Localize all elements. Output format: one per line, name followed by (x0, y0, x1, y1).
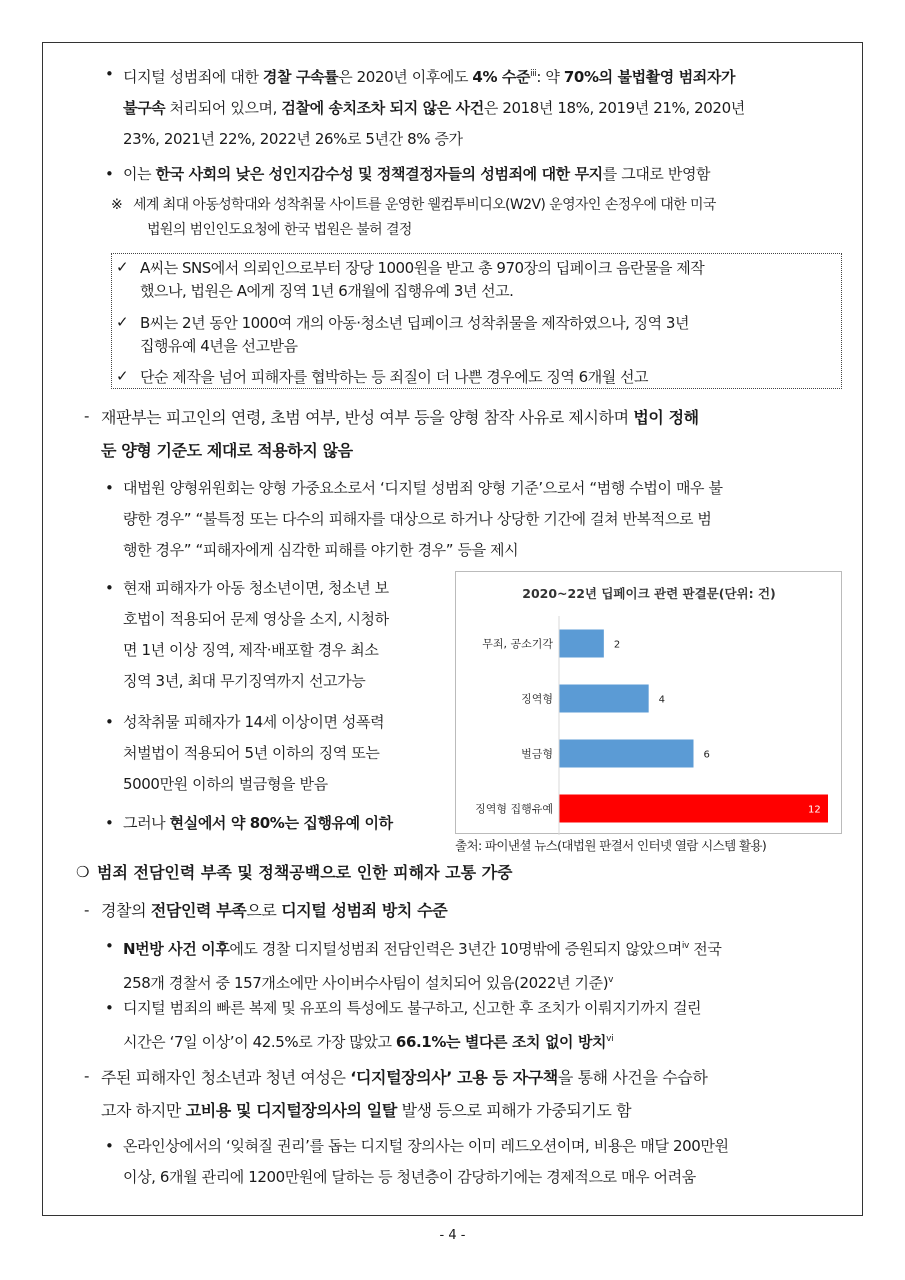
note-mark: ※ (111, 197, 123, 213)
category-label-1: 징역형 (521, 692, 553, 706)
bar-0 (559, 630, 604, 658)
paragraph-probation: 그러나 현실에서 약 80%는 집행유예 이하 (123, 814, 393, 832)
dash-mark: - (84, 407, 90, 425)
category-label-0: 무죄, 공소기각 (482, 637, 553, 651)
case-a: A씨는 SNS에서 의뢰인으로부터 장당 1000원을 받고 총 970장의 딥페이크 음란물을 제작 했으나, 법원은 A에게 징역 1년 6개월에 집행유예 3년 선고. (140, 259, 705, 300)
paragraph-response-time: 디지털 범죄의 빠른 복제 및 유포의 특성에도 불구하고, 신고한 후 조치가 이뤄지기까지 걸린 시간은 ‘7일 이상’이 42.5%로 가장 많았고 66.1%는 별다른 조치 없이 방치$^{vi}$ (123, 999, 702, 1051)
case-c: 단순 제작을 넘어 피해자를 협박하는 등 죄질이 더 나쁜 경우에도 징역 6개월 선고 (140, 368, 648, 386)
value-label-0: 2 (613, 639, 621, 651)
check-icon: ✓ (116, 367, 129, 385)
page-number: - 4 - (439, 1228, 466, 1243)
value-label-2: 6 (703, 749, 710, 761)
value-label-3: 12 (808, 804, 821, 816)
bullet: • (105, 999, 114, 1017)
value-label-1: 4 (658, 694, 666, 706)
deepfake-verdict-chart (455, 571, 842, 834)
note-w2v: 세계 최대 아동성학대와 성착취물 사이트를 운영한 웰컴투비디오(W2V) 운영자인 손정우에 대한 미국 법원의 범인인도요청에 한국 법원은 불허 결정 (133, 197, 716, 238)
dash-mark: - (84, 901, 90, 919)
dash-mark: - (84, 1067, 90, 1085)
paragraph-juvenile-law: 현재 피해자가 아동 청소년이면, 청소년 보 호법이 적용되어 문제 영상을 소지, 시청하 면 1년 이상 징역, 제작·배포할 경우 최소 징역 3년, 최대 무기징역까지 선고가능 (123, 579, 389, 690)
bullet: • (105, 165, 114, 183)
bullet: • (105, 65, 114, 83)
paragraph-sentencing-committee: 대법원 양형위원회는 양형 가중요소로서 ‘디지털 성범죄 양형 기준’으로서 “범행 수법이 매우 불 량한 경우” “불특정 또는 다수의 피해자를 대상으로 하거나 상당한 기간에 걸쳐 반복적으로 범 행한 경우” “피해자에게 심각한 피해를 야기한 경우” 등을 제시 (123, 479, 723, 559)
chart-source: 출처: 파이낸셜 뉴스(대법원 판결서 인터넷 열람 시스템 활용) (455, 838, 767, 853)
paragraph-sexual-violence-law: 성착취물 피해자가 14세 이상이면 성폭력 처벌법이 적용되어 5년 이하의 징역 또는 5000만원 이하의 벌금형을 받음 (123, 713, 385, 793)
circle-mark: ❍ (76, 863, 90, 881)
paragraph-staff-shortage: 경찰의 전담인력 부족으로 디지털 성범죄 방치 수준 (101, 901, 448, 920)
check-icon: ✓ (116, 258, 129, 276)
bar-1 (559, 685, 649, 713)
category-label-3: 징역형 집행유예 (475, 802, 553, 816)
case-b: B씨는 2년 동안 1000여 개의 아동·청소년 딥페이크 성착취물을 제작하였으나, 징역 3년 집행유예 4년을 선고받음 (140, 314, 689, 355)
chart-title: 2020~22년 딥페이크 관련 판결문(단위: 건) (522, 586, 776, 601)
paragraph-cost: 온라인상에서의 ‘잊혀질 권리’를 돕는 디지털 장의사는 이미 레드오션이며, 비용은 매달 200만원 이상, 6개월 관리에 1200만원에 달하는 등 청년층이 감당하기에는 경제적으로 매우 어려움 (123, 1137, 729, 1186)
paragraph-arrest-rate: 디지털 성범죄에 대한 경찰 구속률은 2020년 이후에도 4% 수준$^{iii}$: 약 70%의 불법촬영 범죄자가 불구속 처리되어 있으며, 검찰에 송치조차 되지 않은 사건은 2018년 18%, 2019년 21%, 2020년 23%, 2021년 22%, 2022년 26%로 5년간 8% 증가 (123, 68, 745, 148)
section-heading: 범죄 전담인력 부족 및 정책공백으로 인한 피해자 고통 가중 (97, 863, 513, 882)
bar-2 (559, 740, 694, 768)
bullet: • (105, 814, 114, 832)
bullet: • (105, 937, 114, 955)
paragraph-digital-undertaker: 주된 피해자인 청소년과 청년 여성은 ‘디지털장의사’ 고용 등 자구책을 통해 사건을 수습하 고자 하지만 고비용 및 디지털장의사의 일탈 발생 등으로 피해가 가중되기도 함 (101, 1068, 708, 1120)
bullet: • (105, 579, 114, 597)
bullet: • (105, 479, 114, 497)
category-label-2: 벌금형 (521, 747, 553, 761)
paragraph-gender-sensitivity: 이는 한국 사회의 낮은 성인지감수성 및 정책결정자들의 성범죄에 대한 무지를 그대로 반영함 (123, 165, 711, 183)
bullet: • (105, 713, 114, 731)
chart-svg (456, 572, 843, 835)
paragraph-nth-room: N번방 사건 이후에도 경찰 디지털성범죄 전담인력은 3년간 10명밖에 증원되지 않았으며$^{iv}$ 전국 258개 경찰서 중 157개소에만 사이버수사팀이 설치되어 있음(2022년 기준)$^v$ (123, 940, 722, 992)
bar-3 (559, 795, 828, 823)
check-icon: ✓ (116, 313, 129, 331)
paragraph-sentencing: 재판부는 피고인의 연령, 초범 여부, 반성 여부 등을 양형 참작 사유로 제시하며 법이 정해 둔 양형 기준도 제대로 적용하지 않음 (101, 408, 699, 460)
bullet: • (105, 1137, 114, 1155)
